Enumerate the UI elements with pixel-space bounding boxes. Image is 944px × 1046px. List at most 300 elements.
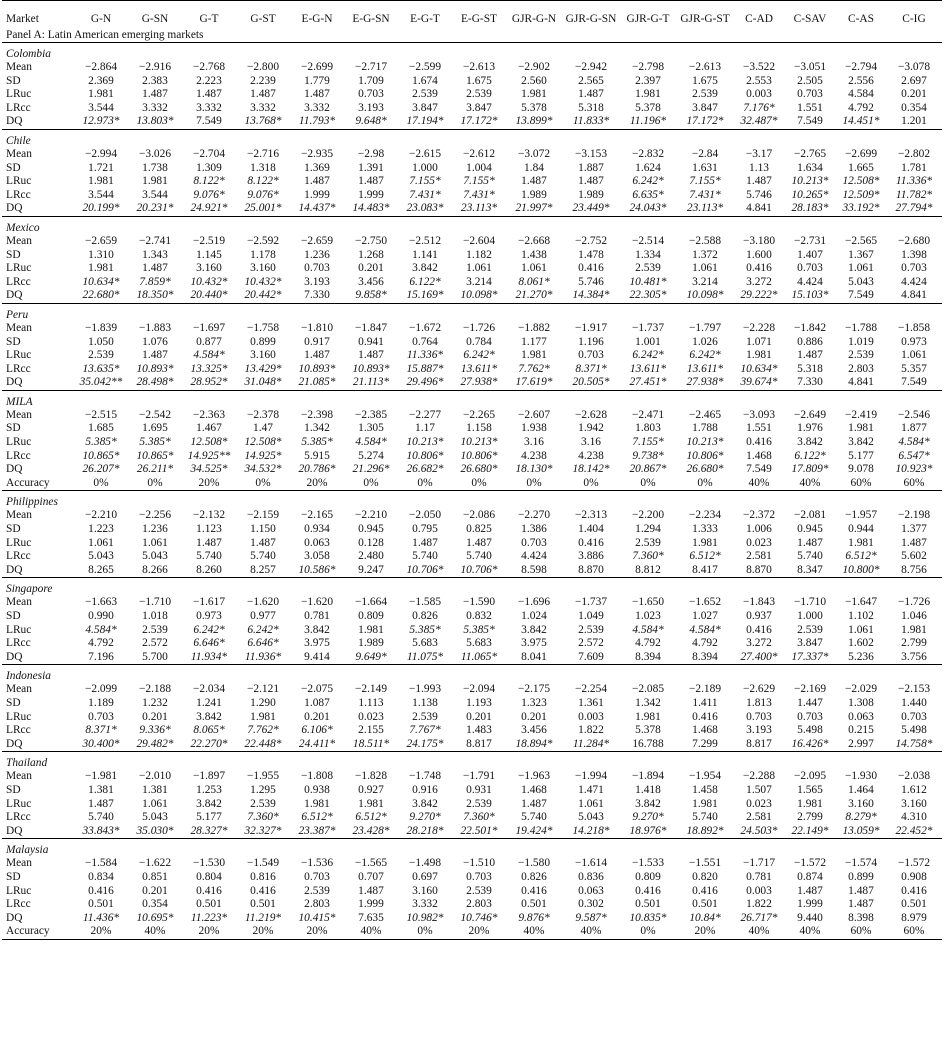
row-label: DQ — [6, 115, 23, 128]
table-cell: 1.343 — [142, 248, 168, 261]
table-cell: 1.981 — [635, 88, 661, 101]
table-cell: 1.803 — [635, 422, 661, 435]
table-cell: 1.381 — [142, 783, 168, 796]
table-cell: 24.175* — [406, 737, 444, 750]
table-row — [2, 376, 942, 390]
table-cell: 0.990 — [88, 610, 114, 622]
table-cell: 0.934 — [304, 523, 330, 536]
table-cell: 1.236 — [142, 523, 168, 536]
table-cell: 1.612 — [901, 783, 927, 796]
table-cell: 60% — [836, 925, 886, 939]
table-cell: 2.997 — [848, 737, 874, 750]
table-cell: 1.404 — [578, 523, 604, 536]
table-cell: 9.076* — [193, 188, 225, 201]
table-cell: 0.703 — [358, 88, 384, 101]
table-cell: −1.664 — [354, 596, 388, 609]
table-cell: 3.058 — [304, 550, 330, 563]
table-cell: 0.816 — [250, 870, 276, 883]
table-cell: 2.799 — [797, 811, 823, 824]
table-cell: 10.893* — [298, 362, 336, 375]
table-cell: −2.175 — [517, 683, 551, 696]
table-cell: −2.731 — [793, 234, 827, 247]
table-cell: 7.155* — [689, 175, 721, 188]
table-cell: 1.061 — [466, 262, 492, 275]
table-cell: 0.899 — [848, 870, 874, 883]
row-label: Mean — [6, 770, 32, 783]
table-cell: 18.511* — [352, 737, 390, 750]
backtest-results-table — [2, 0, 942, 940]
table-cell: 3.160 — [412, 884, 438, 897]
table-cell: 10.432* — [190, 275, 228, 288]
table-cell: 5.043 — [142, 550, 168, 563]
table-cell: 10.800* — [842, 563, 880, 576]
column-header: C-SAV — [793, 13, 827, 25]
table-cell: 20.867* — [629, 463, 667, 476]
table-cell: −1.737 — [631, 321, 665, 334]
table-cell: 0.820 — [692, 870, 718, 883]
table-cell: 20% — [198, 476, 220, 489]
table-cell: 0.201 — [304, 710, 330, 723]
table-cell: 10.213* — [791, 175, 829, 188]
table-cell: 27.794* — [895, 202, 933, 215]
table-cell: −1.954 — [688, 770, 722, 783]
table-cell: 6.106* — [301, 724, 333, 737]
table-cell: 2.239 — [250, 74, 276, 87]
table-cell: −1.585 — [408, 596, 442, 609]
table-cell: 1.981 — [521, 349, 547, 362]
table-cell: 1.305 — [358, 422, 384, 435]
table-cell: 10.695* — [136, 911, 174, 924]
table-cell: 1.981 — [358, 797, 384, 810]
table-cell: −2.099 — [84, 683, 118, 696]
row-label: LRcc — [6, 637, 31, 650]
table-cell: 1.813 — [746, 696, 772, 709]
table-cell: 20% — [452, 925, 506, 939]
country-row — [2, 839, 942, 858]
table-cell: −1.551 — [688, 857, 722, 870]
table-cell: 3.160 — [901, 797, 927, 810]
table-cell: 12.973* — [82, 115, 120, 128]
table-cell: 9.649* — [355, 650, 387, 663]
table-cell: 0.703 — [901, 710, 927, 723]
table-row — [2, 857, 942, 871]
table-cell: 20% — [236, 925, 290, 939]
table-cell: 5.915 — [304, 449, 330, 462]
table-cell: 14.758* — [895, 737, 933, 750]
country-name: Colombia — [6, 48, 51, 60]
table-cell: 1.487 — [196, 88, 222, 101]
table-cell: 5.236 — [848, 650, 874, 663]
table-cell: 1.487 — [88, 797, 114, 810]
table-cell: 34.525* — [190, 463, 228, 476]
table-cell: −1.726 — [897, 596, 931, 609]
table-cell: −1.536 — [300, 857, 334, 870]
table-cell: 1.487 — [466, 536, 492, 549]
table-cell: 1.981 — [746, 349, 772, 362]
table-cell: −2.165 — [300, 509, 334, 522]
table-cell: 1.999 — [797, 898, 823, 911]
table-cell: 1.942 — [578, 422, 604, 435]
table-cell: 10.415* — [298, 911, 336, 924]
table-cell: 1.981 — [901, 623, 927, 636]
table-cell: −1.584 — [84, 857, 118, 870]
row-label: LRcc — [6, 724, 31, 737]
table-cell: −1.565 — [354, 857, 388, 870]
table-cell: 7.299 — [692, 737, 718, 750]
table-cell: 5.746 — [746, 188, 772, 201]
table-cell: 1.999 — [358, 898, 384, 911]
table-cell: −2.514 — [631, 234, 665, 247]
table-cell: 0.703 — [746, 710, 772, 723]
table-cell: −1.617 — [192, 596, 226, 609]
table-row — [2, 683, 942, 697]
table-cell: 26.680* — [686, 463, 724, 476]
table-cell: −2.228 — [742, 321, 776, 334]
column-header: E-G-T — [410, 13, 440, 25]
table-cell: −2.798 — [631, 61, 665, 73]
table-cell: 0.826 — [521, 870, 547, 883]
table-cell: 4.584 — [848, 88, 874, 101]
table-cell: 3.544 — [88, 188, 114, 201]
table-cell: 17.172* — [460, 115, 498, 128]
row-label: Mean — [6, 408, 32, 421]
table-cell: 0% — [255, 476, 271, 489]
table-cell: 1.391 — [358, 161, 384, 174]
table-cell: −2.313 — [574, 509, 608, 522]
table-cell: −3.093 — [742, 408, 776, 421]
table-cell: 1.624 — [635, 161, 661, 174]
table-cell: 7.155* — [409, 175, 441, 188]
table-cell: 6.242* — [463, 349, 495, 362]
table-cell: 8.265 — [88, 563, 114, 576]
table-cell: 1.695 — [142, 422, 168, 435]
table-cell: 0% — [471, 476, 487, 489]
table-cell: 12.508* — [244, 436, 282, 449]
table-cell: 4.584* — [355, 436, 387, 449]
table-cell: −1.572 — [793, 857, 827, 870]
table-cell: −2.542 — [138, 408, 172, 421]
table-cell: 4.841 — [901, 289, 927, 302]
table-cell: −1.843 — [742, 596, 776, 609]
table-cell: 5.683 — [412, 637, 438, 650]
table-cell: 0.023 — [358, 710, 384, 723]
table-row — [2, 509, 942, 523]
table-cell: 1.196 — [578, 335, 604, 348]
table-cell: 0% — [620, 925, 676, 939]
table-cell: 0.916 — [412, 783, 438, 796]
table-cell: 0.416 — [692, 710, 718, 723]
table-cell: 3.193 — [304, 275, 330, 288]
table-cell: 1.487 — [250, 88, 276, 101]
table-cell: 5.740 — [521, 811, 547, 824]
table-cell: 1.551 — [746, 422, 772, 435]
table-cell: 3.214 — [466, 275, 492, 288]
table-cell: 5.177 — [848, 449, 874, 462]
country-name: Peru — [2, 303, 942, 322]
table-cell: 1.779 — [304, 74, 330, 87]
table-cell: −1.652 — [688, 596, 722, 609]
table-cell: 13.429* — [244, 362, 282, 375]
table-cell: 17.337* — [791, 650, 829, 663]
country-name: Chile — [2, 129, 942, 148]
table-cell: 12.508* — [190, 436, 228, 449]
table-cell: 0.781 — [304, 610, 330, 622]
table-cell: −2.095 — [793, 770, 827, 783]
table-cell: 7.549 — [196, 115, 222, 128]
table-row — [2, 235, 942, 249]
table-cell: 30.400* — [82, 737, 120, 750]
table-cell: 0.416 — [578, 262, 604, 275]
table-cell: 1.061 — [578, 797, 604, 810]
table-cell: 4.424 — [521, 550, 547, 563]
table-cell: 0.703 — [521, 536, 547, 549]
table-row — [2, 711, 942, 725]
row-label: DQ — [6, 376, 23, 389]
table-cell: 1.631 — [692, 161, 718, 174]
table-cell: −1.897 — [192, 770, 226, 783]
table-cell: 14.451* — [842, 115, 880, 128]
table-cell: 0.836 — [578, 870, 604, 883]
table-cell: 3.842 — [412, 797, 438, 810]
table-cell: −1.697 — [192, 321, 226, 334]
table-cell: 1.877 — [901, 422, 927, 435]
table-row — [2, 651, 942, 665]
table-cell: 11.075* — [406, 650, 444, 663]
table-cell: 3.456 — [521, 724, 547, 737]
table-cell: 1.398 — [901, 248, 927, 261]
table-cell: 0.931 — [466, 783, 492, 796]
table-row — [2, 61, 942, 75]
table-cell: 9.876* — [518, 911, 550, 924]
table-cell: 17.809* — [791, 463, 829, 476]
table-cell: 0.945 — [358, 523, 384, 536]
table-row — [2, 148, 942, 162]
table-cell: 2.539 — [797, 623, 823, 636]
table-cell: 1.071 — [746, 335, 772, 348]
table-cell: −2.588 — [688, 234, 722, 247]
table-cell: 2.572 — [142, 637, 168, 650]
table-cell: −2.519 — [192, 234, 226, 247]
table-cell: 6.242* — [193, 623, 225, 636]
table-cell: 2.539 — [635, 536, 661, 549]
table-cell: 13.768* — [244, 115, 282, 128]
table-cell: 3.16 — [581, 436, 601, 449]
table-row — [2, 363, 942, 377]
table-cell: 2.539 — [304, 884, 330, 897]
table-cell: 0% — [147, 476, 163, 489]
row-label: DQ — [6, 824, 23, 837]
table-cell: −1.883 — [138, 321, 172, 334]
table-cell: 1.076 — [142, 335, 168, 348]
table-cell: 13.899* — [515, 115, 553, 128]
table-cell: 11.793* — [298, 115, 336, 128]
row-label: LRcc — [6, 449, 31, 462]
table-cell: 7.549 — [797, 115, 823, 128]
table-cell: 1.487 — [358, 175, 384, 188]
table-cell: 1.158 — [466, 422, 492, 435]
table-cell: 18.350* — [136, 289, 174, 302]
country-name: Thailand — [2, 752, 942, 771]
table-cell: 2.572 — [578, 637, 604, 650]
table-cell: 1.323 — [521, 696, 547, 709]
table-cell: 6.122* — [409, 275, 441, 288]
table-row — [2, 811, 942, 825]
table-cell: −1.650 — [631, 596, 665, 609]
row-label: SD — [6, 422, 21, 435]
column-header: E-G-ST — [460, 13, 498, 25]
table-cell: 2.581 — [746, 550, 772, 563]
table-cell: 2.539 — [578, 623, 604, 636]
table-cell: −2.050 — [408, 509, 442, 522]
table-cell: 1.487 — [304, 88, 330, 101]
table-cell: 22.448* — [244, 737, 282, 750]
table-cell: 29.222* — [740, 289, 778, 302]
table-cell: 0.781 — [746, 870, 772, 883]
table-cell: 12.509* — [842, 188, 880, 201]
table-cell: 8.870 — [578, 563, 604, 576]
table-cell: 40% — [128, 925, 182, 939]
table-cell: −2.680 — [897, 234, 931, 247]
table-cell: 0.501 — [250, 898, 276, 911]
table-cell: 1.709 — [358, 74, 384, 87]
table-cell: −2.419 — [844, 408, 878, 421]
table-cell: −2.98 — [357, 147, 385, 160]
table-cell: 5.498 — [797, 724, 823, 737]
table-cell: −1.510 — [462, 857, 496, 870]
table-cell: 10.586* — [298, 563, 336, 576]
table-row — [2, 770, 942, 784]
row-label: LRcc — [6, 188, 31, 201]
table-cell: 9.270* — [632, 811, 664, 824]
table-cell: 3.214 — [692, 275, 718, 288]
table-cell: 40% — [734, 925, 784, 939]
table-cell: 1.381 — [88, 783, 114, 796]
table-cell: 40% — [799, 476, 821, 489]
table-cell: −2.704 — [192, 147, 226, 160]
table-cell: −2.038 — [897, 770, 931, 783]
table-cell: 0.416 — [746, 262, 772, 275]
country-row — [2, 665, 942, 684]
table-cell: 0.809 — [635, 870, 661, 883]
table-cell: 13.059* — [842, 824, 880, 837]
row-label: LRuc — [6, 623, 32, 636]
table-cell: 11.219* — [244, 911, 282, 924]
table-cell: 4.584* — [85, 623, 117, 636]
table-cell: 1.361 — [578, 696, 604, 709]
row-label: LRuc — [6, 797, 32, 810]
table-cell: 7.155* — [463, 175, 495, 188]
table-cell: 7.859* — [139, 275, 171, 288]
table-cell: 9.078 — [848, 463, 874, 476]
table-cell: −2.902 — [517, 61, 551, 73]
panel-title: Panel A: Latin American emerging markets — [2, 28, 942, 43]
table-cell: 1.310 — [88, 248, 114, 261]
table-cell: 1.685 — [88, 422, 114, 435]
table-cell: 6.512* — [845, 550, 877, 563]
table-cell: 10.84* — [689, 911, 721, 924]
table-cell: 1.938 — [521, 422, 547, 435]
table-cell: 10.865* — [136, 449, 174, 462]
row-label: DQ — [6, 463, 23, 476]
table-cell: −2.741 — [138, 234, 172, 247]
table-cell: −1.791 — [462, 770, 496, 783]
table-row — [2, 88, 942, 102]
table-cell: 17.172* — [686, 115, 724, 128]
table-cell: 3.193 — [746, 724, 772, 737]
table-cell: 1.551 — [797, 101, 823, 114]
table-cell: 0% — [93, 476, 109, 489]
table-cell: 1.981 — [848, 422, 874, 435]
table-cell: 10.806* — [460, 449, 498, 462]
table-cell: −2.607 — [517, 408, 551, 421]
table-cell: 3.16 — [524, 436, 544, 449]
table-cell: 1.487 — [358, 884, 384, 897]
table-cell: 1.232 — [142, 696, 168, 709]
table-cell: 0.003 — [746, 884, 772, 897]
table-cell: 22.501* — [460, 824, 498, 837]
table-cell: −3.153 — [574, 147, 608, 160]
table-cell: 20% — [182, 925, 236, 939]
table-row — [2, 115, 942, 129]
table-cell: 0.501 — [635, 898, 661, 911]
table-cell: 13.611* — [686, 362, 724, 375]
table-cell: 3.193 — [358, 101, 384, 114]
table-cell: 35.042** — [79, 376, 123, 389]
table-cell: 1.487 — [250, 536, 276, 549]
table-cell: 4.310 — [901, 811, 927, 824]
table-cell: 0% — [526, 476, 542, 489]
table-cell: 0.977 — [250, 610, 276, 622]
table-cell: −2.288 — [742, 770, 776, 783]
table-cell: 1.487 — [578, 175, 604, 188]
table-cell: −2.385 — [354, 408, 388, 421]
table-cell: 0.501 — [692, 898, 718, 911]
table-row — [2, 477, 942, 491]
row-label: Accuracy — [6, 476, 50, 489]
table-cell: 8.260 — [196, 563, 222, 576]
table-cell: 8.394 — [692, 650, 718, 663]
table-cell: −3.180 — [742, 234, 776, 247]
table-cell: 0% — [697, 476, 713, 489]
table-cell: −1.882 — [517, 321, 551, 334]
table-cell: 0.416 — [521, 884, 547, 897]
table-cell: −2.270 — [517, 509, 551, 522]
table-cell: 7.767* — [409, 724, 441, 737]
row-label: LRcc — [6, 275, 31, 288]
table-cell: 1.981 — [848, 536, 874, 549]
table-cell: 3.842 — [521, 623, 547, 636]
table-cell: 1.138 — [412, 696, 438, 709]
table-cell: 1.487 — [521, 175, 547, 188]
table-cell: 1.17 — [415, 422, 435, 435]
table-cell: 1.822 — [746, 898, 772, 911]
table-cell: 1.981 — [88, 175, 114, 188]
table-cell: 2.223 — [196, 74, 222, 87]
table-cell: 0.703 — [797, 710, 823, 723]
table-cell: −1.622 — [138, 857, 172, 870]
table-row — [2, 523, 942, 537]
table-cell: 1.177 — [521, 335, 547, 348]
table-cell: 21.113* — [352, 376, 390, 389]
country-row — [2, 578, 942, 597]
table-cell: 8.870 — [746, 563, 772, 576]
row-label: SD — [6, 335, 21, 348]
table-cell: 3.842 — [304, 623, 330, 636]
row-label: SD — [6, 523, 21, 536]
table-cell: −2.546 — [897, 408, 931, 421]
row-label: SD — [6, 248, 21, 261]
table-cell: 0.416 — [746, 436, 772, 449]
